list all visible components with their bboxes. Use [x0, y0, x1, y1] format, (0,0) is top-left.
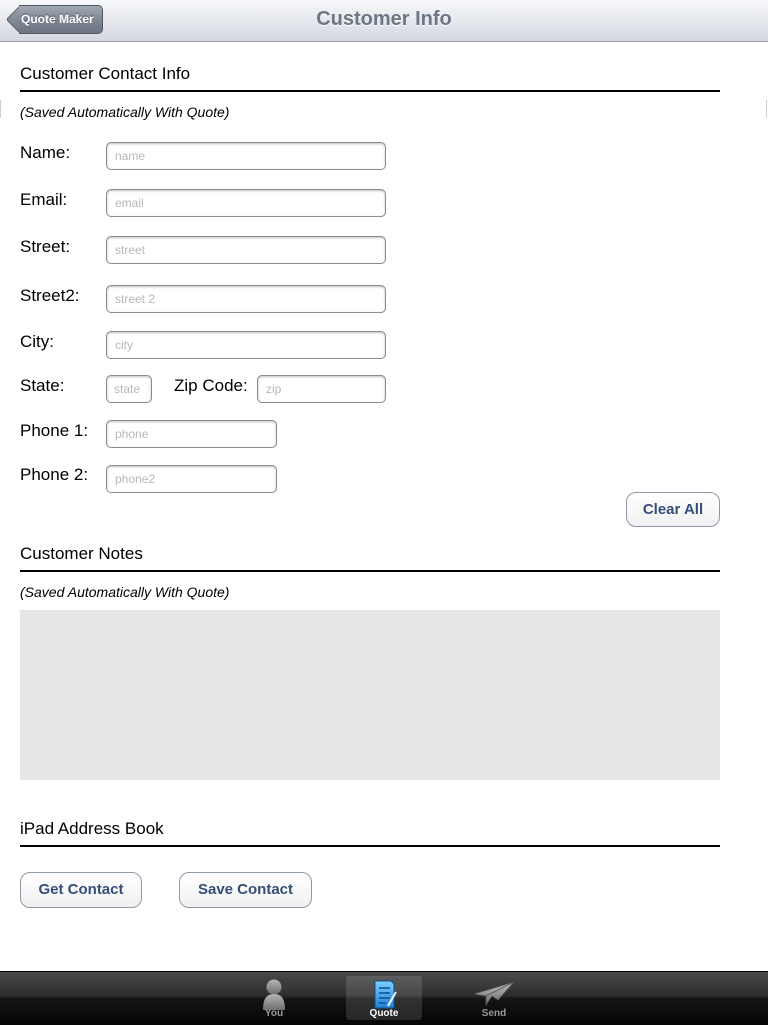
back-button-label: Quote Maker — [19, 5, 103, 34]
name-input[interactable] — [106, 142, 386, 170]
phone1-input[interactable] — [106, 420, 277, 448]
tab-send[interactable] — [456, 976, 532, 1020]
tab-you-label: You — [264, 1008, 284, 1019]
document-icon — [371, 978, 397, 1010]
tab-quote-label: Quote — [369, 1008, 399, 1019]
paper-airplane-icon — [472, 978, 516, 1008]
phone2-label: Phone 2: — [20, 465, 89, 484]
city-input[interactable] — [106, 331, 386, 359]
email-input[interactable] — [106, 189, 386, 217]
notes-save-note: (Saved Automatically With Quote) — [20, 584, 230, 600]
zip-input[interactable] — [257, 375, 386, 403]
city-label: City: — [20, 332, 54, 351]
state-label: State: — [20, 376, 65, 395]
save-contact-button[interactable]: Save Contact — [179, 872, 312, 908]
back-button[interactable] — [7, 5, 103, 34]
address-book-section-divider — [20, 845, 720, 847]
zip-label: Zip Code: — [174, 376, 248, 395]
person-icon — [259, 978, 289, 1010]
street-label: Street: — [20, 237, 71, 256]
contact-save-note: (Saved Automatically With Quote) — [20, 104, 230, 120]
name-label: Name: — [20, 143, 71, 162]
contact-section-title: Customer Contact Info — [20, 64, 191, 83]
address-book-section-title: iPad Address Book — [20, 819, 164, 838]
customer-notes-textarea[interactable] — [20, 610, 720, 780]
state-input[interactable] — [106, 375, 152, 403]
clear-all-button[interactable]: Clear All — [626, 492, 720, 527]
street2-input[interactable] — [106, 285, 386, 313]
tab-quote[interactable] — [346, 976, 422, 1020]
phone2-input[interactable] — [106, 465, 277, 493]
notes-section-title: Customer Notes — [20, 544, 143, 563]
tab-bar — [0, 971, 768, 1025]
phone1-label: Phone 1: — [20, 421, 89, 440]
tab-you[interactable] — [236, 976, 312, 1020]
left-edge-divider — [0, 100, 1, 118]
right-edge-divider — [766, 100, 767, 118]
get-contact-button[interactable]: Get Contact — [20, 872, 142, 908]
page-title: Customer Info — [316, 8, 452, 30]
notes-section-divider — [20, 570, 720, 572]
navigation-bar — [0, 0, 768, 42]
email-label: Email: — [20, 190, 68, 209]
street-input[interactable] — [106, 236, 386, 264]
contact-section-divider — [20, 90, 720, 92]
street2-label: Street2: — [20, 286, 80, 305]
tab-send-label: Send — [481, 1008, 507, 1019]
